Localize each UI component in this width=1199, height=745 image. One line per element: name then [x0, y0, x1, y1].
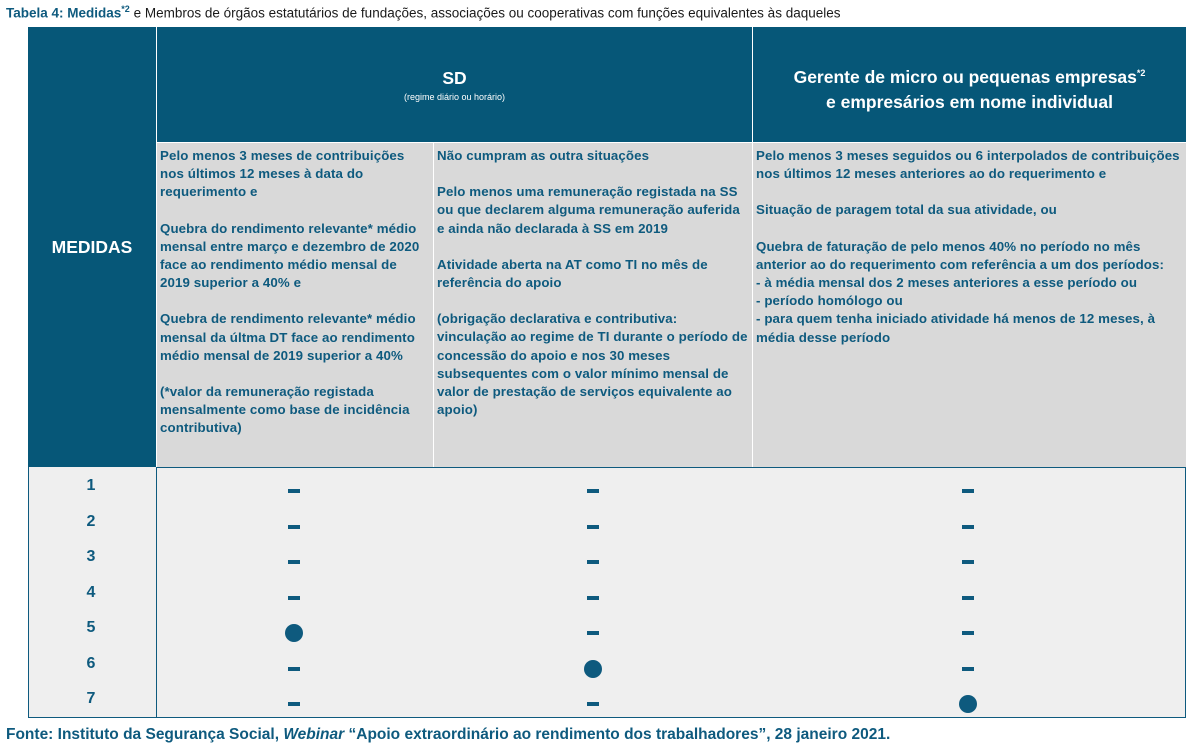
condition-text: Não cumpram as outra situações — [437, 148, 650, 163]
condition-cell-gerente — [753, 143, 1186, 467]
source-note — [6, 726, 890, 744]
not-applicable-dash-icon — [288, 489, 300, 493]
condition-text: Quebra do rendimento relevante* médio mensal entre março e dezembro de 2020 face ao rendimento médio mensal de 2019 superior a 40% e — [160, 220, 420, 291]
gerente-title-line1: Gerente de micro ou pequenas empresas — [793, 66, 1137, 87]
sd-header-cell — [157, 27, 752, 142]
not-applicable-dash-icon — [587, 560, 599, 564]
condition-text: (obrigação declarativa e contributiva: vinculação ao regime de TI durante o período de concessão do apoio e nos 30 meses subsequentes com o valor mínimo mensal de valor de prestação de serviços equivalente ao apoio) — [437, 311, 748, 418]
title-rest: e Membros de órgãos estatutários de fundações, associações ou cooperativas com funções equivalentes às daqueles — [129, 5, 841, 21]
not-applicable-dash-icon — [962, 489, 974, 493]
not-applicable-dash-icon — [962, 596, 974, 600]
gerente-superscript: *2 — [1136, 68, 1146, 78]
source-suffix: “Apoio extraordinário ao rendimento dos trabalhadores”, 28 janeiro 2021. — [344, 726, 891, 743]
condition-text: Pelo menos 3 meses de contribuições nos últimos 12 meses à data do requerimento e — [160, 148, 405, 200]
condition-cell-sd-2 — [434, 143, 752, 467]
applies-dot-icon — [285, 624, 303, 642]
not-applicable-dash-icon — [288, 596, 300, 600]
medidas-header-cell — [28, 27, 156, 467]
measures-grid — [156, 467, 1186, 718]
not-applicable-dash-icon — [587, 525, 599, 529]
gerente-header-cell — [753, 27, 1186, 142]
not-applicable-dash-icon — [962, 631, 974, 635]
row-number: 4 — [86, 583, 96, 601]
title-bold: Tabela 4: Medidas — [6, 5, 122, 21]
sd-subtitle: (regime diário ou horário) — [403, 92, 506, 102]
row-number: 7 — [86, 690, 96, 707]
not-applicable-dash-icon — [587, 631, 599, 635]
not-applicable-dash-icon — [962, 667, 974, 671]
not-applicable-dash-icon — [587, 489, 599, 493]
not-applicable-dash-icon — [288, 667, 300, 671]
not-applicable-dash-icon — [587, 596, 599, 600]
not-applicable-dash-icon — [288, 702, 300, 706]
row-number: 3 — [86, 548, 96, 565]
condition-text: Pelo menos uma remuneração registada na SS ou que declarem alguma remuneração auferida e ainda não declarada à SS em 2019 — [437, 184, 740, 236]
condition-text: Pelo menos 3 meses seguidos ou 6 interpolados de contribuições nos últimos 12 meses anteriores ao do requerimento e — [756, 148, 1180, 182]
not-applicable-dash-icon — [962, 560, 974, 564]
title-superscript: *2 — [121, 4, 130, 14]
sd-title: SD — [442, 68, 467, 88]
row-number: 5 — [86, 619, 96, 636]
condition-text: Situação de paragem total da sua atividade, ou — [756, 202, 1057, 218]
condition-text: Quebra de faturação de pelo menos 40% no período no mês anterior ao do requerimento com referência a um dos períodos: - à média mensal dos 2 meses anteriores a esse período ou - período homólogo ou - para quem tenha iniciado atividade há menos de 12 meses, à média desse período — [756, 238, 1165, 345]
source-italic: Webinar — [283, 726, 345, 743]
gerente-title-line2: e empresários em nome individual — [826, 91, 1113, 112]
medidas-label: MEDIDAS — [51, 236, 133, 257]
condition-text: (*valor da remuneração registada mensalmente como base de incidência contributiva) — [160, 384, 410, 436]
not-applicable-dash-icon — [288, 560, 300, 564]
row-number: 1 — [86, 477, 96, 494]
source-prefix: Fonte: Instituto da Segurança Social, — [6, 726, 284, 743]
not-applicable-dash-icon — [962, 525, 974, 529]
not-applicable-dash-icon — [288, 525, 300, 529]
applies-dot-icon — [959, 695, 977, 713]
table-title — [6, 4, 841, 21]
condition-text: Quebra de rendimento relevante* médio mensal da últma DT face ao rendimento médio mensal de 2019 superior a 40% — [160, 311, 416, 363]
row-number: 6 — [86, 654, 96, 672]
applies-dot-icon — [584, 660, 602, 678]
condition-cell-sd-1 — [157, 143, 433, 467]
not-applicable-dash-icon — [587, 702, 599, 706]
row-number: 2 — [86, 512, 96, 530]
condition-text: Atividade aberta na AT como TI no mês de referência do apoio — [437, 256, 708, 291]
